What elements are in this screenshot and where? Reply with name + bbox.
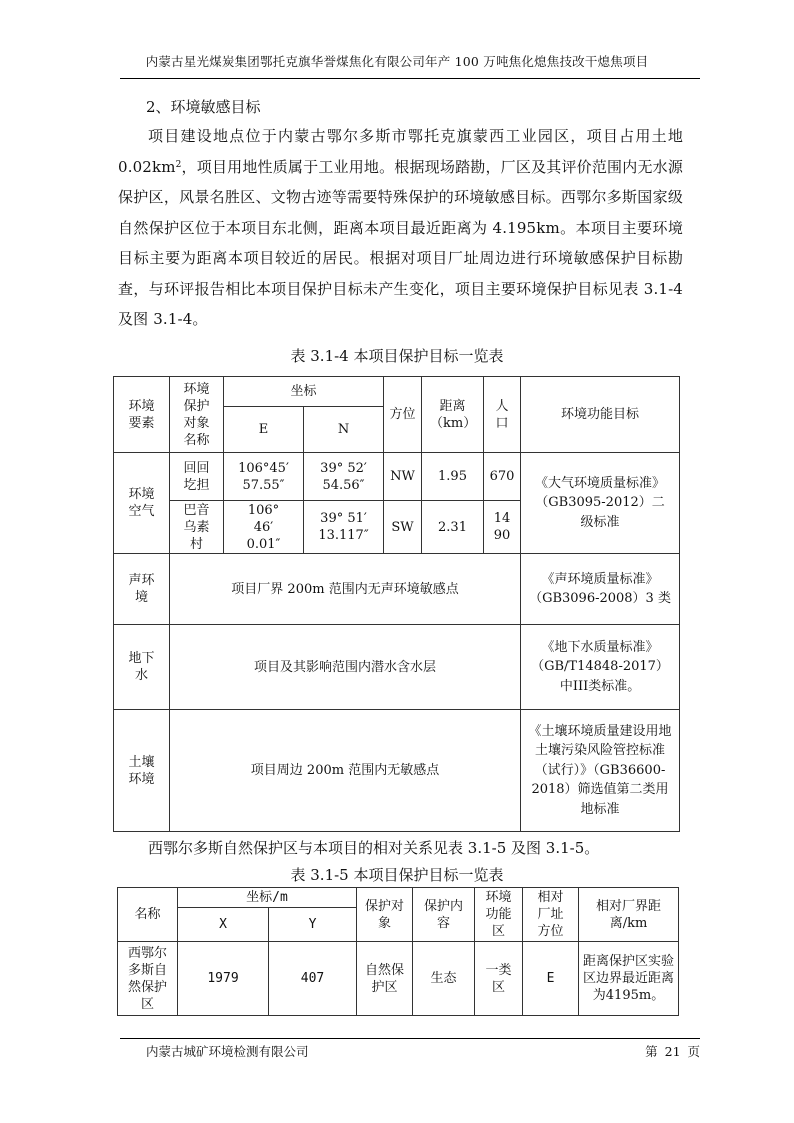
distance: 2.31 <box>422 501 484 554</box>
relative-direction: E <box>523 942 579 1016</box>
header-name: 名称 <box>118 888 178 942</box>
coord-e: 106°45′ 57.55″ <box>224 453 304 501</box>
header-content: 保护内容 <box>413 888 475 942</box>
body-paragraph <box>118 121 683 335</box>
description-noise: 项目厂界 200m 范围内无声环境敏感点 <box>170 554 521 625</box>
header-function: 环境功能目标 <box>521 377 680 453</box>
footer-divider <box>120 1038 700 1039</box>
paragraph-part-1: 项目建设地点位于内蒙古鄂尔多斯市鄂托克旗蒙西工业园区，项目占用土地 0.02km <box>118 127 683 176</box>
header-y: Y <box>269 908 357 942</box>
page-header-title: 内蒙古星光煤炭集团鄂托克旗华誉煤焦化有限公司年产 100 万吨焦化熄焦技改干熄焦项目 <box>145 54 649 69</box>
description-soil: 项目周边 200m 范围内无敏感点 <box>170 710 521 832</box>
footer-company: 内蒙古城矿环境检测有限公司 <box>146 1044 309 1059</box>
object-name: 巴音乌素村 <box>170 501 224 554</box>
header-direction: 相对厂址方位 <box>523 888 579 942</box>
element-groundwater: 地下水 <box>114 625 170 710</box>
header-e: E <box>224 407 304 453</box>
table-row <box>114 710 680 832</box>
header-coord: 坐标 <box>224 377 384 407</box>
header-coord: 坐标/m <box>178 888 357 908</box>
header-n: N <box>304 407 384 453</box>
table-row <box>118 942 679 1016</box>
header-x: X <box>178 908 269 942</box>
header-direction: 方位 <box>384 377 422 453</box>
header-divider <box>120 78 700 79</box>
description-groundwater: 项目及其影响范围内潜水含水层 <box>170 625 521 710</box>
header-distance: 相对厂界距离/km <box>579 888 679 942</box>
header-zone: 环境功能区 <box>475 888 523 942</box>
protected-object: 自然保护区 <box>357 942 413 1016</box>
header-distance: 距离（km） <box>422 377 484 453</box>
protection-targets-table <box>113 376 680 832</box>
object-name: 回回圪担 <box>170 453 224 501</box>
population: 1490 <box>484 501 521 554</box>
direction: NW <box>384 453 422 501</box>
coord-x: 1979 <box>178 942 269 1016</box>
coord-y: 407 <box>269 942 357 1016</box>
table-row <box>114 554 680 625</box>
function-groundwater: 《地下水质量标准》（GB/T14848-2017）中III类标准。 <box>521 625 680 710</box>
relative-distance: 距离保护区实验区边界最近距离为4195m。 <box>579 942 679 1016</box>
reserve-name: 西鄂尔多斯自然保护区 <box>118 942 178 1016</box>
section-title: 2、环境敏感目标 <box>146 98 261 116</box>
function-zone: 一类区 <box>475 942 523 1016</box>
distance: 1.95 <box>422 453 484 501</box>
paragraph-part-2: ，项目用地性质属于工业用地。根据现场踏勘，厂区及其评价范围内无水源保护区，风景名胜区、文物古迹等需要特殊保护的环境敏感目标。西鄂尔多斯国家级自然保护区位于本项目东北侧，距离本项目最近距离为 4.195km。本项目主要环境目标主要为距离本项目较近的居民。根据对项目厂址周边进行环境敏感保护目标勘查，与环评报告相比本项目保护目标未产生变化，项目主要环境保护目标见表 3.1-4 及图 3.1-4。 <box>118 157 683 328</box>
element-air: 环境空气 <box>114 453 170 554</box>
nature-reserve-table <box>117 887 679 1016</box>
table-row <box>114 453 680 501</box>
coord-n: 39° 51′ 13.117″ <box>304 501 384 554</box>
coord-n: 39° 52′ 54.56″ <box>304 453 384 501</box>
function-noise: 《声环境质量标准》（GB3096-2008）3 类 <box>521 554 680 625</box>
population: 670 <box>484 453 521 501</box>
protected-content: 生态 <box>413 942 475 1016</box>
header-element: 环境要素 <box>114 377 170 453</box>
superscript: 2 <box>175 159 182 170</box>
header-object: 环境保护对象名称 <box>170 377 224 453</box>
page-number: 第 21 页 <box>645 1044 700 1059</box>
table1-caption: 表 3.1-4 本项目保护目标一览表 <box>290 347 504 365</box>
table2-caption: 表 3.1-5 本项目保护目标一览表 <box>290 866 504 884</box>
function-air: 《大气环境质量标准》（GB3095-2012）二级标准 <box>521 453 680 554</box>
direction: SW <box>384 501 422 554</box>
coord-e: 106° 46′ 0.01″ <box>224 501 304 554</box>
header-population: 人口 <box>484 377 521 453</box>
element-noise: 声环境 <box>114 554 170 625</box>
body-paragraph-2: 西鄂尔多斯自然保护区与本项目的相对关系见表 3.1-5 及图 3.1-5。 <box>148 839 600 857</box>
function-soil: 《土壤环境质量建设用地土壤污染风险管控标准（试行）》（GB36600-2018）筛选值第二类用地标准 <box>521 710 680 832</box>
table-row <box>114 625 680 710</box>
header-object: 保护对象 <box>357 888 413 942</box>
element-soil: 土壤环境 <box>114 710 170 832</box>
